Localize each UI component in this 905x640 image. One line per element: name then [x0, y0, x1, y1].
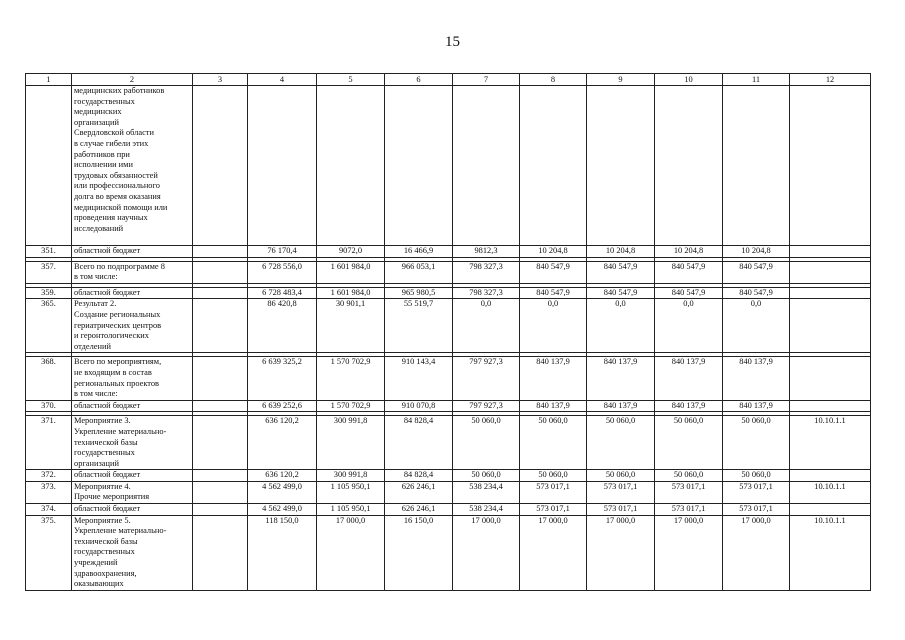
value-cell: 573 017,1	[587, 504, 655, 516]
table-row	[26, 261, 871, 283]
value-cell: 50 060,0	[453, 416, 520, 470]
table-row	[26, 86, 871, 246]
value-cell: 626 246,1	[385, 504, 453, 516]
value-cell: 840 547,9	[723, 261, 790, 283]
target-cell: 10.10.1.1	[790, 416, 871, 470]
target-cell	[790, 261, 871, 283]
value-cell: 573 017,1	[655, 504, 723, 516]
column-header: 4	[248, 74, 317, 86]
value-cell: 1 601 984,0	[317, 287, 385, 299]
row-name-cell: Всего по подпрограмме 8 в том числе:	[72, 261, 193, 283]
value-cell	[453, 86, 520, 246]
table-row	[26, 515, 871, 590]
target-cell	[790, 357, 871, 400]
value-cell: 573 017,1	[520, 481, 587, 503]
row-number-cell: 368.	[26, 357, 72, 400]
column3-cell	[193, 261, 248, 283]
column-header: 12	[790, 74, 871, 86]
value-cell: 16 466,9	[385, 246, 453, 258]
value-cell: 840 547,9	[587, 261, 655, 283]
value-cell: 50 060,0	[723, 416, 790, 470]
column3-cell	[193, 299, 248, 353]
column3-cell	[193, 470, 248, 482]
value-cell: 910 070,8	[385, 400, 453, 412]
table-row	[26, 504, 871, 516]
value-cell: 840 547,9	[520, 287, 587, 299]
value-cell: 9812,3	[453, 246, 520, 258]
value-cell	[317, 86, 385, 246]
target-cell	[790, 504, 871, 516]
value-cell: 0,0	[453, 299, 520, 353]
row-name-cell: областной бюджет	[72, 400, 193, 412]
value-cell: 16 150,0	[385, 515, 453, 590]
row-number-cell	[26, 86, 72, 246]
value-cell: 50 060,0	[655, 470, 723, 482]
value-cell: 17 000,0	[723, 515, 790, 590]
column-header: 5	[317, 74, 385, 86]
value-cell: 840 547,9	[655, 261, 723, 283]
table-row	[26, 246, 871, 258]
value-cell	[520, 86, 587, 246]
value-cell: 573 017,1	[520, 504, 587, 516]
value-cell: 300 991,8	[317, 416, 385, 470]
value-cell: 50 060,0	[520, 470, 587, 482]
column-header: 6	[385, 74, 453, 86]
value-cell: 538 234,4	[453, 481, 520, 503]
value-cell: 17 000,0	[317, 515, 385, 590]
value-cell: 797 927,3	[453, 400, 520, 412]
column3-cell	[193, 481, 248, 503]
target-cell	[790, 299, 871, 353]
column3-cell	[193, 246, 248, 258]
value-cell	[248, 86, 317, 246]
column-header: 9	[587, 74, 655, 86]
target-cell: 10.10.1.1	[790, 515, 871, 590]
value-cell: 50 060,0	[723, 470, 790, 482]
column-header: 7	[453, 74, 520, 86]
value-cell: 300 991,8	[317, 470, 385, 482]
column3-cell	[193, 400, 248, 412]
row-number-cell: 359.	[26, 287, 72, 299]
value-cell: 84 828,4	[385, 416, 453, 470]
value-cell: 30 901,1	[317, 299, 385, 353]
target-cell	[790, 287, 871, 299]
value-cell: 840 137,9	[520, 400, 587, 412]
value-cell: 86 420,8	[248, 299, 317, 353]
value-cell: 1 105 950,1	[317, 504, 385, 516]
value-cell: 0,0	[520, 299, 587, 353]
value-cell: 573 017,1	[723, 481, 790, 503]
row-number-cell: 365.	[26, 299, 72, 353]
row-name-cell: областной бюджет	[72, 287, 193, 299]
row-name-cell: областной бюджет	[72, 470, 193, 482]
value-cell: 10 204,8	[520, 246, 587, 258]
value-cell	[587, 86, 655, 246]
value-cell: 6 728 483,4	[248, 287, 317, 299]
target-cell	[790, 86, 871, 246]
row-name-cell: Мероприятие 4. Прочие мероприятия	[72, 481, 193, 503]
value-cell: 538 234,4	[453, 504, 520, 516]
value-cell	[723, 86, 790, 246]
value-cell: 0,0	[587, 299, 655, 353]
value-cell: 636 120,2	[248, 416, 317, 470]
table-row	[26, 299, 871, 353]
target-cell	[790, 246, 871, 258]
budget-table	[25, 73, 871, 591]
value-cell	[385, 86, 453, 246]
row-number-cell: 375.	[26, 515, 72, 590]
target-cell: 10.10.1.1	[790, 481, 871, 503]
value-cell: 17 000,0	[587, 515, 655, 590]
column3-cell	[193, 515, 248, 590]
value-cell: 1 570 702,9	[317, 400, 385, 412]
row-number-cell: 372.	[26, 470, 72, 482]
value-cell: 6 639 252,6	[248, 400, 317, 412]
value-cell: 840 547,9	[723, 287, 790, 299]
row-number-cell: 351.	[26, 246, 72, 258]
table-row	[26, 287, 871, 299]
column3-cell	[193, 504, 248, 516]
value-cell: 840 547,9	[520, 261, 587, 283]
value-cell: 4 562 499,0	[248, 504, 317, 516]
value-cell: 17 000,0	[655, 515, 723, 590]
column-header: 11	[723, 74, 790, 86]
value-cell: 798 327,3	[453, 287, 520, 299]
target-cell	[790, 470, 871, 482]
column-header: 10	[655, 74, 723, 86]
value-cell: 10 204,8	[655, 246, 723, 258]
page-number: 15	[445, 34, 460, 50]
table-row	[26, 470, 871, 482]
value-cell: 840 137,9	[520, 357, 587, 400]
value-cell: 55 519,7	[385, 299, 453, 353]
row-name-cell: Результат 2. Создание региональных гериатрических центров и геронтологических отделений	[72, 299, 193, 353]
row-number-cell: 357.	[26, 261, 72, 283]
header-row	[26, 74, 871, 86]
table-row	[26, 357, 871, 400]
row-number-cell: 370.	[26, 400, 72, 412]
value-cell: 573 017,1	[655, 481, 723, 503]
column-header: 8	[520, 74, 587, 86]
value-cell: 626 246,1	[385, 481, 453, 503]
value-cell: 0,0	[723, 299, 790, 353]
value-cell: 840 137,9	[587, 400, 655, 412]
table-row	[26, 416, 871, 470]
column3-cell	[193, 357, 248, 400]
table-row	[26, 481, 871, 503]
value-cell: 84 828,4	[385, 470, 453, 482]
value-cell: 798 327,3	[453, 261, 520, 283]
value-cell: 636 120,2	[248, 470, 317, 482]
row-name-cell: Мероприятие 3. Укрепление материально- технической базы государственных организаций	[72, 416, 193, 470]
value-cell: 17 000,0	[520, 515, 587, 590]
value-cell: 50 060,0	[655, 416, 723, 470]
value-cell: 0,0	[655, 299, 723, 353]
value-cell: 10 204,8	[587, 246, 655, 258]
row-name-cell: медицинских работников государственных медицинских организаций Свердловской области в случае гибели этих работников при исполнении ими трудовых обязанностей или профессионального долга во время оказания медицинской помощи или проведения научных исследований	[72, 86, 193, 246]
value-cell: 50 060,0	[587, 470, 655, 482]
value-cell: 573 017,1	[723, 504, 790, 516]
value-cell: 9072,0	[317, 246, 385, 258]
value-cell: 797 927,3	[453, 357, 520, 400]
value-cell: 840 137,9	[655, 400, 723, 412]
column-header: 3	[193, 74, 248, 86]
value-cell: 17 000,0	[453, 515, 520, 590]
column3-cell	[193, 86, 248, 246]
row-name-cell: Всего по мероприятиям, не входящим в состав региональных проектов в том числе:	[72, 357, 193, 400]
value-cell: 840 547,9	[655, 287, 723, 299]
column-header: 2	[72, 74, 193, 86]
value-cell: 966 053,1	[385, 261, 453, 283]
table-row	[26, 400, 871, 412]
value-cell: 50 060,0	[520, 416, 587, 470]
value-cell: 4 562 499,0	[248, 481, 317, 503]
value-cell: 76 170,4	[248, 246, 317, 258]
value-cell: 1 105 950,1	[317, 481, 385, 503]
row-number-cell: 371.	[26, 416, 72, 470]
value-cell: 10 204,8	[723, 246, 790, 258]
row-name-cell: Мероприятие 5. Укрепление материально- технической базы государственных учреждений здравоохранения, оказывающих	[72, 515, 193, 590]
row-number-cell: 373.	[26, 481, 72, 503]
value-cell: 910 143,4	[385, 357, 453, 400]
column-header: 1	[26, 74, 72, 86]
value-cell: 840 137,9	[723, 400, 790, 412]
value-cell: 840 137,9	[587, 357, 655, 400]
value-cell: 965 980,5	[385, 287, 453, 299]
value-cell: 6 728 556,0	[248, 261, 317, 283]
value-cell: 840 547,9	[587, 287, 655, 299]
column3-cell	[193, 416, 248, 470]
row-name-cell: областной бюджет	[72, 246, 193, 258]
value-cell: 573 017,1	[587, 481, 655, 503]
value-cell	[655, 86, 723, 246]
value-cell: 50 060,0	[587, 416, 655, 470]
value-cell: 1 570 702,9	[317, 357, 385, 400]
target-cell	[790, 400, 871, 412]
value-cell: 6 639 325,2	[248, 357, 317, 400]
value-cell: 1 601 984,0	[317, 261, 385, 283]
value-cell: 118 150,0	[248, 515, 317, 590]
value-cell: 840 137,9	[723, 357, 790, 400]
row-name-cell: областной бюджет	[72, 504, 193, 516]
value-cell: 840 137,9	[655, 357, 723, 400]
column3-cell	[193, 287, 248, 299]
value-cell: 50 060,0	[453, 470, 520, 482]
row-number-cell: 374.	[26, 504, 72, 516]
